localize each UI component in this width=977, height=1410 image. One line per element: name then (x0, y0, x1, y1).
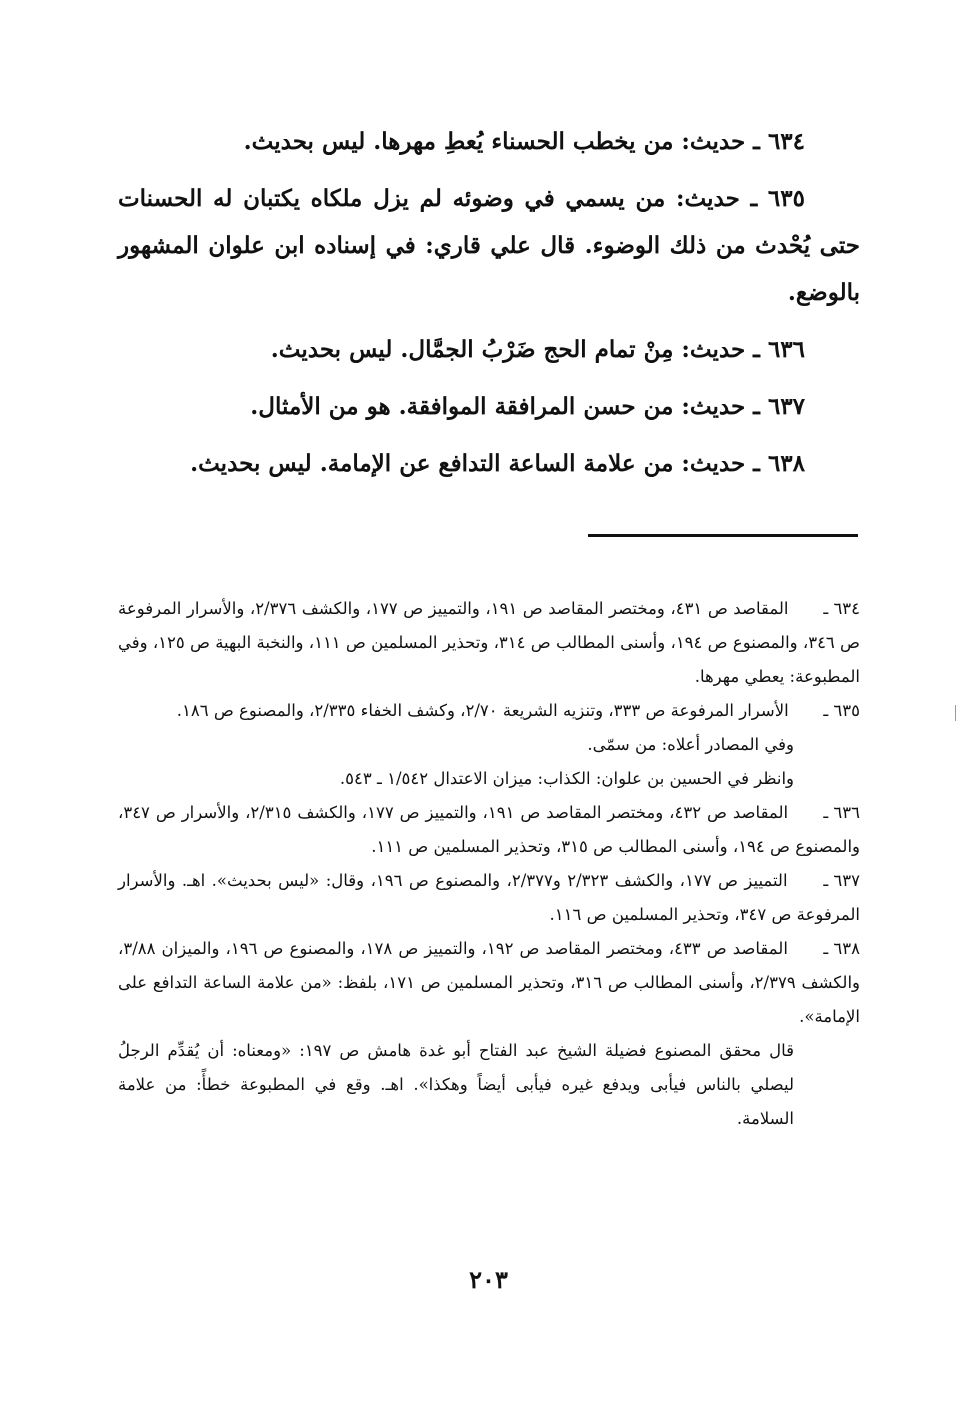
footnotes (118, 592, 860, 1136)
footnote-text: المقاصد ص ٤٣١، ومختصر المقاصد ص ١٩١، والتمييز ص ١٧٧، والكشف ٢/٣٧٦، والأسرار المرفوعة ص ٣٤٦، والمصنوع ص ١٩٤، وأسنى المطالب ص ٣١٤، وتحذير المسلمين ص ١١١، والنخبة البهية ص ١٢٥، وفي المطبوعة: يعطي مهرها. (117, 599, 860, 686)
entry-text: ـ حديث: من حسن المرافقة الموافقة. هو من الأمثال. (250, 393, 760, 420)
footnote-635-line-3: وانظر في الحسين بن علوان: الكذاب: ميزان الاعتدال ١/٥٤٢ ـ ٥٤٣. (339, 769, 794, 788)
entry-number: ٦٣٥ (767, 185, 805, 212)
entry-637 (118, 383, 860, 430)
footnote-text: الأسرار المرفوعة ص ٣٣٣، وتنزيه الشريعة ٢/٧٠، وكشف الخفاء ٢/٣٣٥، والمصنوع ص ١٨٦. (176, 701, 789, 720)
main-text (118, 118, 860, 497)
entry-text: ـ حديث: مِنْ تمام الحج ضَرْبُ الجمَّال. ليس بحديث. (270, 336, 760, 363)
footnote-634 (118, 592, 860, 694)
footnote-number: ٦٣٥ ـ (823, 701, 860, 720)
entry-number: ٦٣٨ (767, 450, 805, 477)
footnote-text: المقاصد ص ٤٣٣، ومختصر المقاصد ص ١٩٢، والتمييز ص ١٧٨، والمصنوع ص ١٩٦، والميزان ٣/٨٨، والكشف ٢/٣٧٩، وأسنى المطالب ص ٣١٦، وتحذير المسلمين ص ١٧١، بلفظ: «من علامة الساعة التدافع على الإمامة». (118, 939, 860, 1026)
footnote-number: ٦٣٨ ـ (823, 939, 860, 958)
footnote-638-closing-note: قال محقق المصنوع فضيلة الشيخ عبد الفتاح أبو غدة هامش ص ١٩٧: «ومعناه: أن يُقدِّم الرجلُ ليصلي بالناس فيأبى ويدفع غيره فيأبى أيضاً وهكذا». اهـ. وقع في المطبوعة خطأً: من علامة السلامة. (118, 1041, 794, 1128)
footnote-text: التمييز ص ١٧٧، والكشف ٢/٣٢٣ و٢/٣٧٧، والمصنوع ص ١٩٦، وقال: «ليس بحديث». اهـ. والأسرار المرفوعة ص ٣٤٧، وتحذير المسلمين ص ١١٦. (118, 871, 860, 924)
footnote-638 (118, 932, 860, 1034)
footnote-separator (588, 534, 858, 537)
entry-text: ـ حديث: من يخطب الحسناء يُعطِ مهرها. ليس بحديث. (243, 128, 760, 155)
footnote-number: ٦٣٧ ـ (823, 871, 860, 890)
footnote-text: المقاصد ص ٤٣٢، ومختصر المقاصد ص ١٩١، والتمييز ص ١٧٧، والكشف ٢/٣١٥، والأسرار ص ٣٤٧، والمصنوع ص ١٩٤، وأسنى المطالب ص ٣١٥، وتحذير المسلمين ص ١١١. (118, 803, 860, 856)
footnote-number: ٦٣٤ ـ (823, 599, 861, 618)
entry-text: ـ حديث: من علامة الساعة التدافع عن الإمامة. ليس بحديث. (190, 450, 760, 477)
entry-number: ٦٣٤ (767, 128, 805, 155)
footnote-635-line-2: وفي المصادر أعلاه: من سمّى. (587, 735, 794, 754)
entry-text: ـ حديث: من يسمي في وضوئه لم يزل ملكاه يكتبان له الحسنات حتى يُحْدث من ذلك الوضوء. قال علي قاري: في إسناده ابن علوان المشهور بالوضع. (118, 185, 860, 306)
page-number: ٢٠٣ (469, 1265, 508, 1294)
footnote-number: ٦٣٦ ـ (823, 803, 861, 822)
entry-number: ٦٣٧ (767, 393, 805, 420)
entry-634 (118, 118, 860, 165)
entry-635 (118, 175, 860, 316)
entry-638 (118, 440, 860, 487)
entry-636 (118, 326, 860, 373)
entry-number: ٦٣٦ (767, 336, 805, 363)
footnote-636 (118, 796, 860, 864)
footnote-635 (118, 694, 860, 728)
footnote-637 (118, 864, 860, 932)
margin-mark (955, 705, 956, 721)
